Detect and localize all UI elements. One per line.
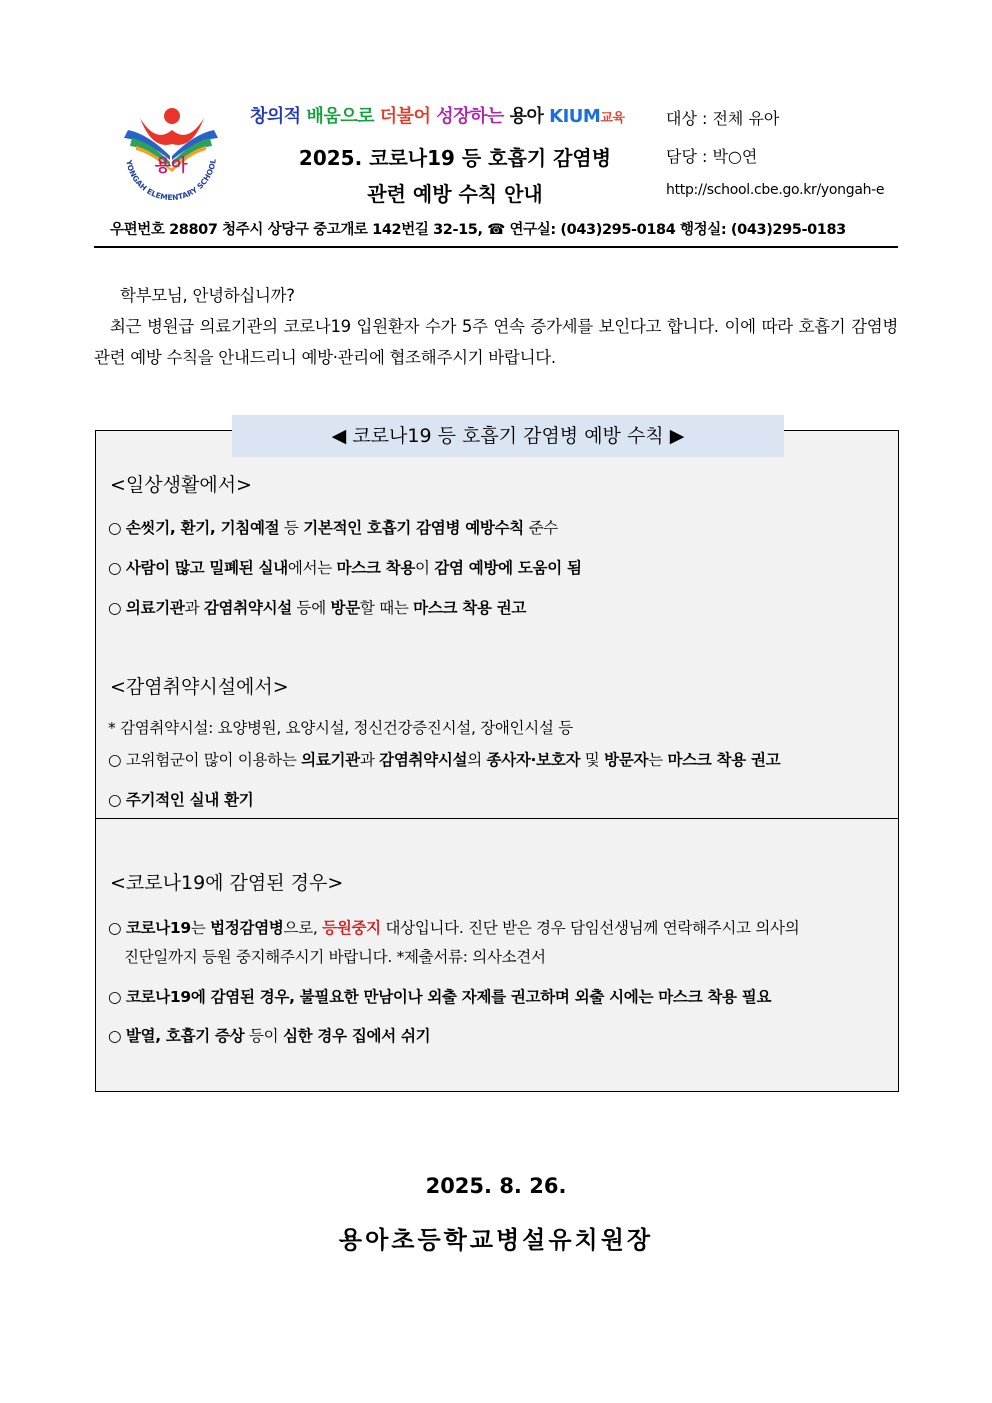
section-heading-infected: <코로나19에 감염된 경우> xyxy=(110,872,344,894)
document-date: 2025. 8. 26. xyxy=(425,1174,567,1198)
text-run: 방문 xyxy=(330,599,360,617)
text-run: ○ xyxy=(108,988,126,1006)
text-run: 손씻기, 환기, 기침예절 xyxy=(125,519,280,537)
text-run: 과 xyxy=(184,599,204,617)
text-run: 으로, xyxy=(283,919,323,937)
target-audience: 대상 : 전체 유아 xyxy=(666,109,780,128)
text-run: ○ xyxy=(108,559,126,577)
text-run: 및 xyxy=(580,751,605,769)
text-run: 코로나19에 감염된 경우, 불필요한 만남이나 외출 자제를 권고하며 외출 시에는 마스크 착용 필요 xyxy=(125,988,772,1006)
school-url-link[interactable]: http://school.cbe.go.kr/yongah-e xyxy=(666,182,885,198)
rule-item xyxy=(108,556,582,578)
slogan-word: KIUM xyxy=(549,106,601,127)
text-run: 법정감염병 xyxy=(210,919,284,937)
text-run: ○ xyxy=(108,1027,126,1045)
box-title: ◀ 코로나19 등 호흡기 감염병 예방 수칙 ▶ xyxy=(232,415,784,457)
header-divider xyxy=(94,246,898,248)
slogan-word: 더불어 xyxy=(379,106,431,127)
text-run: 종사자·보호자 xyxy=(486,751,581,769)
text-run: 의료기관 xyxy=(125,599,185,617)
text-run: 심한 경우 집에서 쉬기 xyxy=(282,1027,431,1045)
greeting: 학부모님, 안녕하십니까? xyxy=(120,286,295,305)
text-run: 등이 xyxy=(244,1027,283,1045)
facility-note: * 감염취약시설: 요양병원, 요양시설, 정신건강증진시설, 장애인시설 등 xyxy=(108,719,573,737)
rule-item xyxy=(108,596,526,618)
text-run: *제출서류: 의사소견서 xyxy=(396,948,546,966)
rule-item-continuation xyxy=(124,945,546,967)
text-run: 등에 xyxy=(291,599,331,617)
slogan-word: 배움으로 xyxy=(306,106,375,127)
text-run: 감염취약시설 xyxy=(203,599,292,617)
person-in-charge: 담당 : 박○연 xyxy=(666,147,758,166)
text-run: 방문자 xyxy=(604,751,649,769)
text-run: 는 xyxy=(648,751,668,769)
intro-text xyxy=(94,280,898,373)
logo-ring-text: YONGAH ELEMENTARY SCHOOL xyxy=(124,158,218,203)
text-run: 준수 xyxy=(523,519,558,537)
text-run: ○ xyxy=(108,919,126,937)
text-run: 는 xyxy=(190,919,211,937)
slogan-word: 성장하는 xyxy=(436,106,504,127)
document-title-line-2: 관련 예방 수칙 안내 xyxy=(367,182,543,206)
rule-item xyxy=(108,985,771,1007)
rule-item xyxy=(108,516,558,538)
text-run: 대상입니다. 진단 받은 경우 담임선생님께 연락해주시고 의사의 xyxy=(380,919,800,937)
text-run: 할 때는 xyxy=(359,599,414,617)
section-heading-daily-life: <일상생활에서> xyxy=(110,474,252,496)
box-divider xyxy=(95,818,899,819)
rule-item xyxy=(108,1024,430,1046)
text-run: 등 xyxy=(279,519,304,537)
text-run: 감염 예방에 도움이 됨 xyxy=(434,559,582,577)
text-run: 이 xyxy=(415,559,435,577)
text-run: ○ xyxy=(108,519,126,537)
text-run: 에서는 xyxy=(287,559,337,577)
rule-item xyxy=(108,916,799,938)
text-run: 진단일까지 등원 중지해주시기 바랍니다. xyxy=(124,948,397,966)
text-run: ○ xyxy=(108,791,126,809)
text-run: 등원중지 xyxy=(322,919,381,937)
text-run: 주기적인 실내 환기 xyxy=(125,791,254,809)
text-run: 사람이 많고 밀폐된 실내 xyxy=(125,559,288,577)
rule-item xyxy=(108,788,253,810)
signer: 용아초등학교병설유치원장 xyxy=(338,1226,654,1254)
text-run: ○ 고위험군이 많이 이용하는 xyxy=(108,751,302,769)
school-address: 우편번호 28807 청주시 상당구 중고개로 142번길 32-15, ☎ 연구실: (043)295-0184 행정실: (043)295-0183 xyxy=(110,222,846,238)
text-run: 과 xyxy=(359,751,380,769)
slogan-word: 창의적 xyxy=(250,106,301,127)
text-run: 마스크 착용 xyxy=(336,559,416,577)
slogan-word: 교육 xyxy=(600,111,625,126)
text-run: 의료기관 xyxy=(301,751,360,769)
slogan-word: 용아 xyxy=(509,106,544,127)
section-heading-vulnerable-facilities: <감염취약시설에서> xyxy=(110,676,289,698)
intro-body: 최근 병원급 의료기관의 코로나19 입원환자 수가 5주 연속 증가세를 보인다고 합니다. 이에 따라 호흡기 감염병 관련 예방 수칙을 안내드리니 예방·관리에 협조해주시기 바랍니다. xyxy=(94,317,898,367)
school-logo xyxy=(112,100,230,210)
rule-item xyxy=(108,748,780,770)
text-run: 코로나19 xyxy=(125,919,191,937)
logo-text: 용아 xyxy=(154,156,188,176)
text-run: 발열, 호흡기 증상 xyxy=(125,1027,245,1045)
text-run: 의 xyxy=(467,751,487,769)
text-run: 감염취약시설 xyxy=(379,751,468,769)
text-run: 마스크 착용 권고 xyxy=(413,599,527,617)
document-title-line-1: 2025. 코로나19 등 호흡기 감염병 xyxy=(298,146,612,170)
school-slogan xyxy=(250,102,624,128)
text-run: 마스크 착용 권고 xyxy=(667,751,781,769)
text-run: 기본적인 호흡기 감염병 예방수칙 xyxy=(303,519,524,537)
text-run: ○ xyxy=(108,599,126,617)
